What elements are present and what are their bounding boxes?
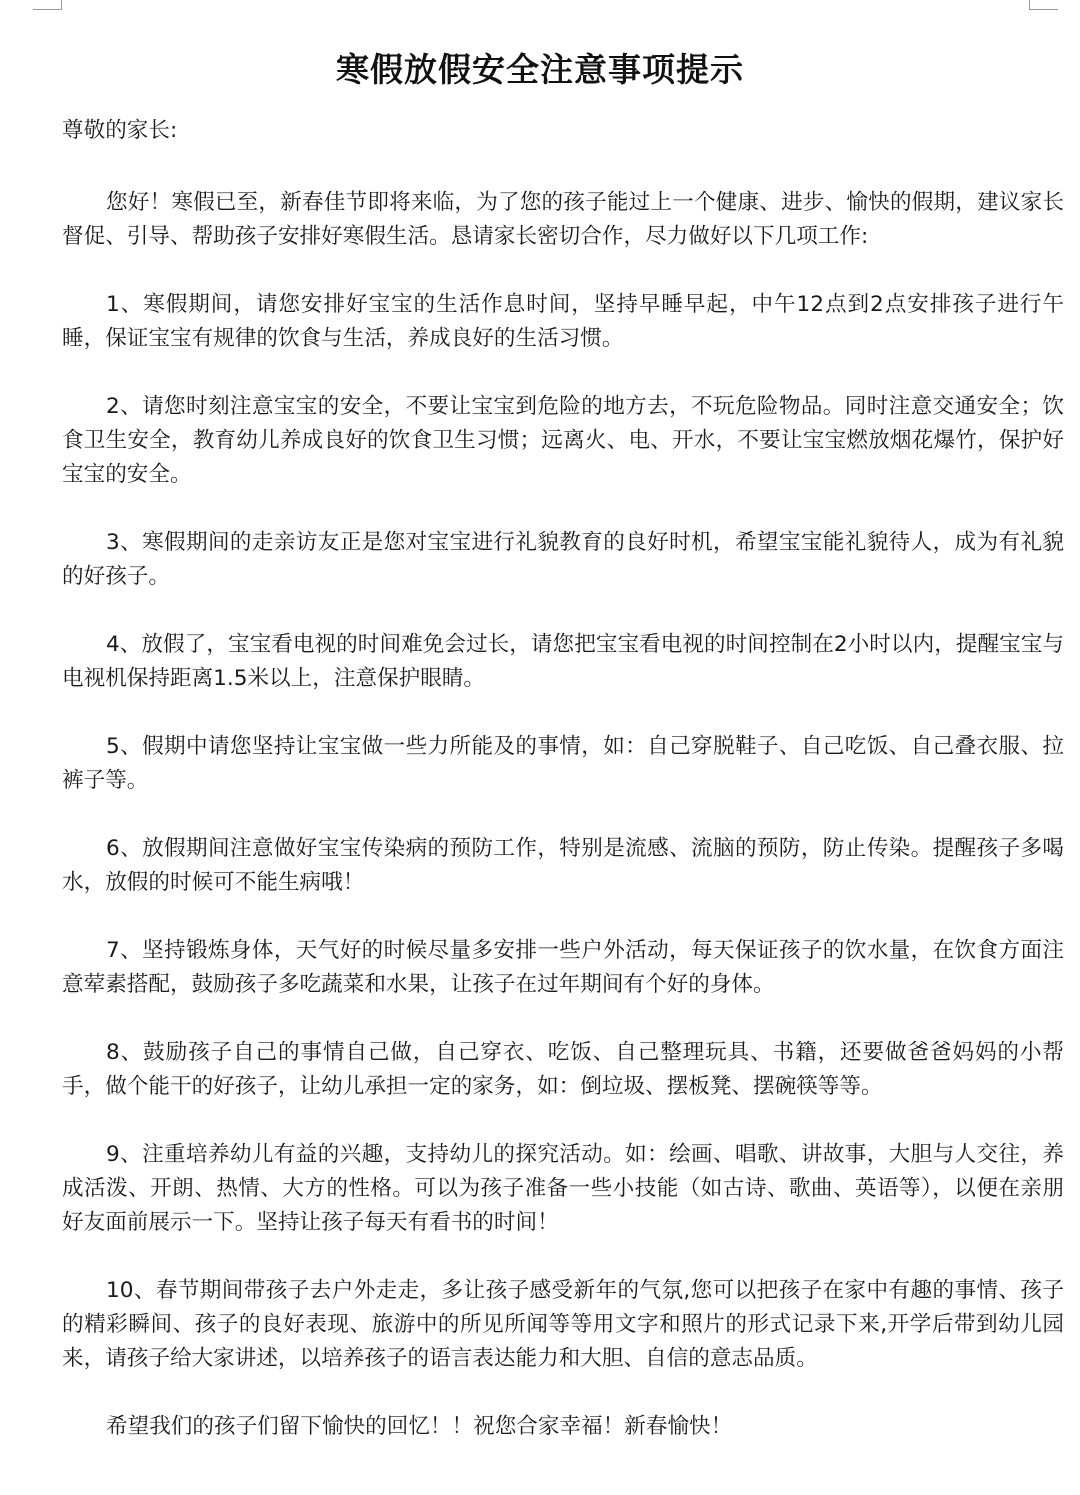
paragraph-item-2: 2、请您时刻注意宝宝的安全，不要让宝宝到危险的地方去，不玩危险物品。同时注意交通安全；饮食卫生安全，教育幼儿养成良好的饮食卫生习惯；远离火、电、开水，不要让宝宝燃放烟花爆竹，保护好宝宝的安全。 — [62, 394, 1064, 487]
paragraph-item-7: 7、坚持锻炼身体，天气好的时候尽量多安排一些户外活动，每天保证孩子的饮水量，在饮食方面注意荤素搭配，鼓励孩子多吃蔬菜和水果，让孩子在过年期间有个好的身体。 — [62, 938, 1064, 997]
paragraph-item-9: 9、注重培养幼儿有益的兴趣，支持幼儿的探究活动。如：绘画、唱歌、讲故事，大胆与人交往，养成活泼、开朗、热情、大方的性格。可以为孩子准备一些小技能（如古诗、歌曲、英语等），以便在亲朋好友面前展示一下。坚持让孩子每天有看书的时间！ — [62, 1142, 1064, 1235]
paragraph-item-1: 1、寒假期间，请您安排好宝宝的生活作息时间，坚持早睡早起，中午12点到2点安排孩子进行午睡，保证宝宝有规律的饮食与生活，养成良好的生活习惯。 — [62, 292, 1064, 351]
crop-mark-top-left — [33, 0, 62, 10]
document-title: 寒假放假安全注意事项提示 — [336, 50, 744, 90]
paragraph-item-3: 3、寒假期间的走亲访友正是您对宝宝进行礼貌教育的良好时机，希望宝宝能礼貌待人，成为有礼貌的好孩子。 — [62, 530, 1064, 589]
paragraph-intro: 您好！寒假已至，新春佳节即将来临，为了您的孩子能过上一个健康、进步、愉快的假期，建议家长督促、引导、帮助孩子安排好寒假生活。恳请家长密切合作，尽力做好以下几项工作: — [62, 190, 1064, 249]
salutation: 尊敬的家长: — [62, 118, 178, 143]
paragraph-closing: 希望我们的孩子们留下愉快的回忆！！祝您合家幸福！新春愉快！ — [106, 1414, 733, 1439]
crop-mark-top-right — [1029, 0, 1058, 10]
paragraph-item-5: 5、假期中请您坚持让宝宝做一些力所能及的事情，如：自己穿脱鞋子、自己吃饭、自己叠衣服、拉裤子等。 — [62, 734, 1064, 793]
paragraph-item-6: 6、放假期间注意做好宝宝传染病的预防工作，特别是流感、流脑的预防，防止传染。提醒孩子多喝水，放假的时候可不能生病哦！ — [62, 836, 1064, 895]
paragraph-item-4: 4、放假了，宝宝看电视的时间难免会过长，请您把宝宝看电视的时间控制在2小时以内，提醒宝宝与电视机保持距离1.5米以上，注意保护眼睛。 — [62, 632, 1064, 691]
paragraph-item-10: 10、春节期间带孩子去户外走走，多让孩子感受新年的气氛,您可以把孩子在家中有趣的事情、孩子的精彩瞬间、孩子的良好表现、旅游中的所见所闻等等用文字和照片的形式记录下来,开学后带到幼儿园来，请孩子给大家讲述，以培养孩子的语言表达能力和大胆、自信的意志品质。 — [62, 1278, 1064, 1371]
document-body — [62, 114, 1064, 1444]
paragraph-item-8: 8、鼓励孩子自己的事情自己做，自己穿衣、吃饭、自己整理玩具、书籍，还要做爸爸妈妈的小帮手，做个能干的好孩子，让幼儿承担一定的家务，如：倒垃圾、摆板凳、摆碗筷等等。 — [62, 1040, 1064, 1099]
